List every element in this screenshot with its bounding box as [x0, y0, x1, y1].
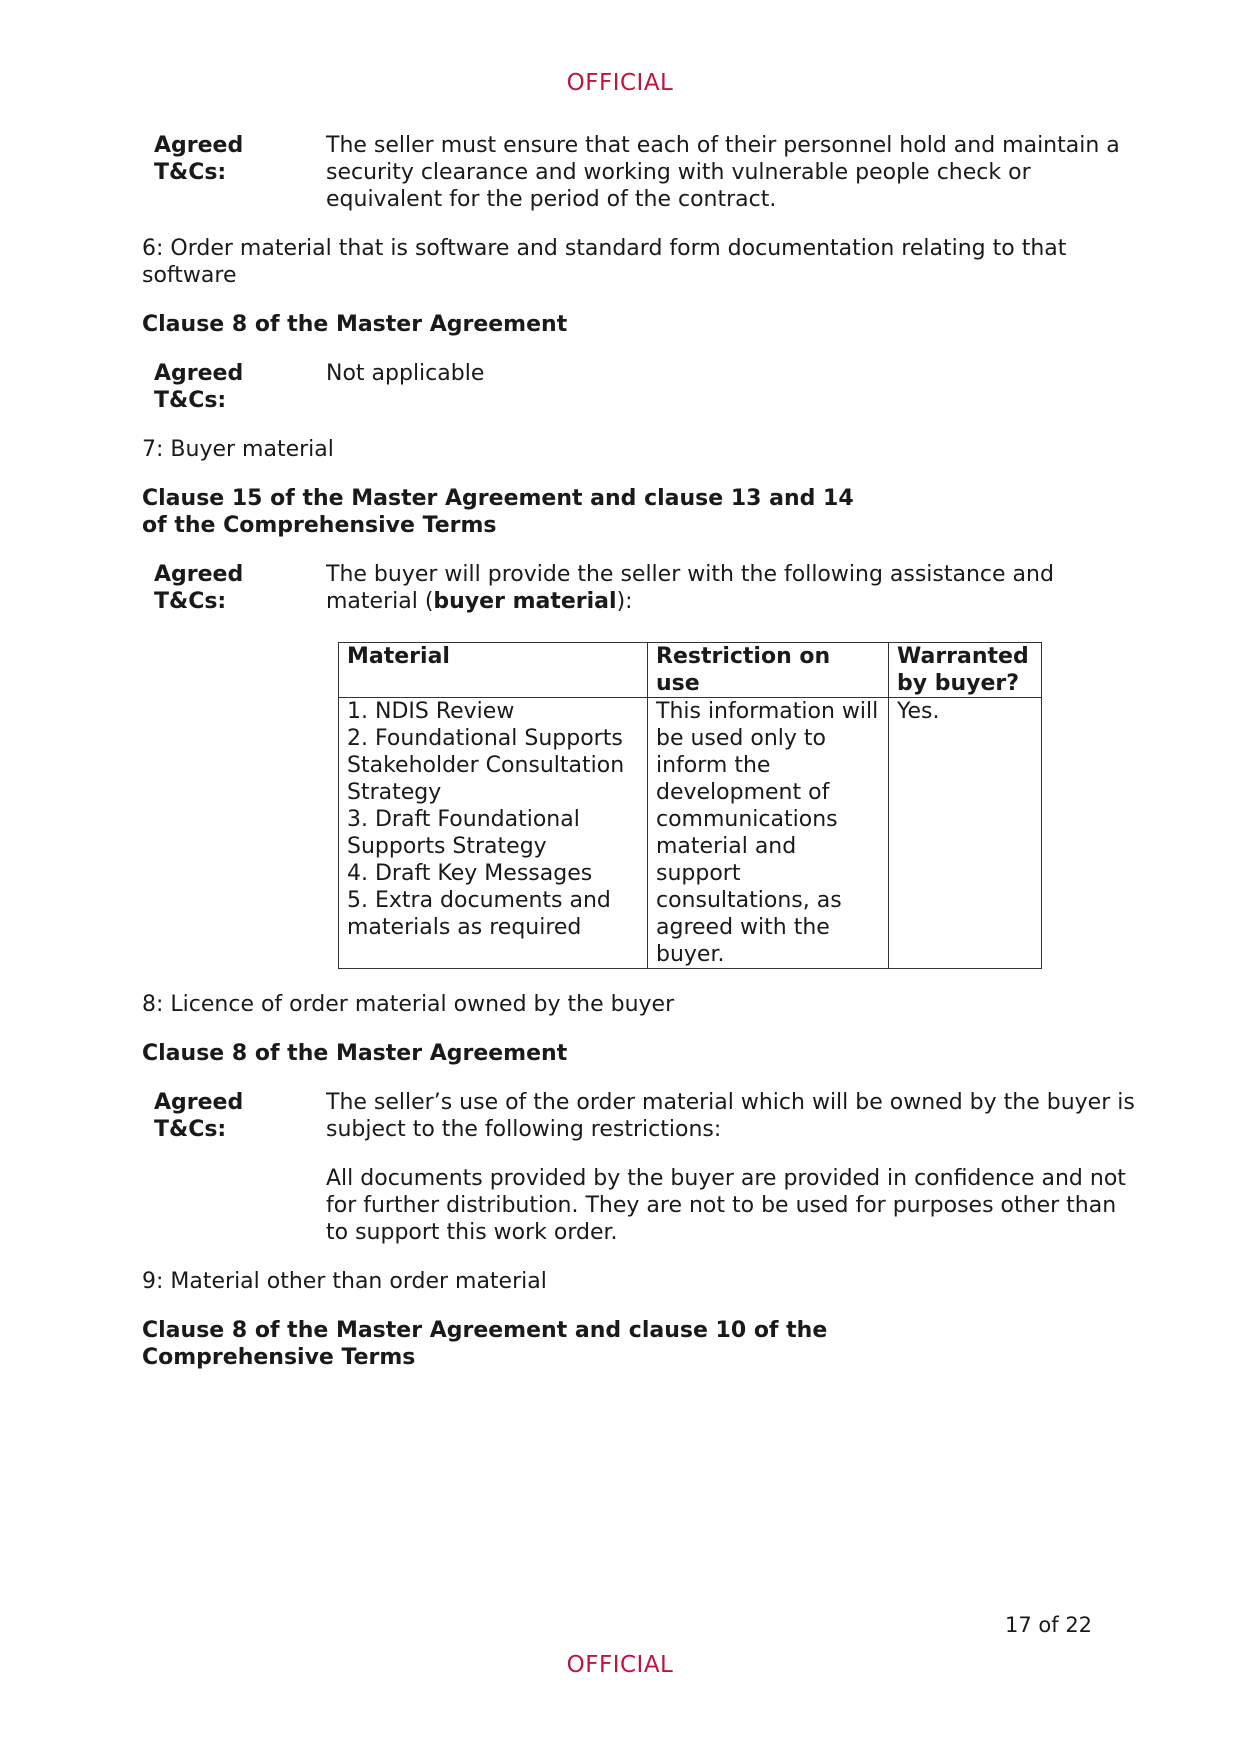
personnel-clearance-text: The seller must ensure that each of their personnel hold and maintain a security clearance and working with vulnerable people check or equivalent for the period of the contract. — [326, 133, 1120, 212]
agreed-label: Agreed T&Cs: — [154, 562, 244, 614]
material-item: 4. Draft Key Messages — [347, 861, 593, 886]
text-part: The buyer will provide the seller with the following assistance and material ( — [326, 562, 1054, 614]
section-8-text-2: All documents provided by the buyer are provided in confidence and not for further distribution. They are not to be used for purposes other than to support this work order. — [326, 1166, 1126, 1245]
section-8-clause: Clause 8 of the Master Agreement — [142, 1041, 568, 1066]
text-part: ): — [616, 589, 633, 614]
agreed-label: Agreed T&Cs: — [154, 133, 244, 185]
section-6-agreed — [142, 360, 1142, 414]
section-8-agreed — [142, 1089, 1142, 1246]
page-content — [142, 132, 1142, 1371]
header-warranted: Warranted by buyer? — [889, 643, 1042, 698]
header-material: Material — [339, 643, 648, 698]
table-header-row — [339, 643, 1042, 698]
table-row — [339, 698, 1042, 969]
section-8-text-1: The seller’s use of the order material which will be owned by the buyer is subject to the following restrictions: — [326, 1090, 1135, 1142]
section-6-clause: Clause 8 of the Master Agreement — [142, 312, 568, 337]
agreed-label: Agreed T&Cs: — [154, 1090, 244, 1142]
security-marking-bottom: OFFICIAL — [566, 1652, 674, 1678]
section-7-clause: Clause 15 of the Master Agreement and clause 13 and 14 of the Comprehensive Terms — [142, 486, 854, 538]
section-7-agreed — [142, 561, 1142, 615]
material-item: 5. Extra documents and materials as required — [347, 888, 611, 940]
material-item: 1. NDIS Review — [347, 699, 515, 724]
header-restriction: Restriction on use — [648, 643, 889, 698]
section-6-heading: 6: Order material that is software and standard form documentation relating to that software — [142, 236, 1067, 288]
material-item: 2. Foundational Supports Stakeholder Consultation Strategy — [347, 726, 625, 805]
section-7-agreed-text — [326, 561, 1142, 615]
material-item: 3. Draft Foundational Supports Strategy — [347, 807, 580, 859]
security-marking-top: OFFICIAL — [566, 70, 674, 96]
buyer-material-table — [338, 642, 1042, 969]
section-6-agreed-text: Not applicable — [326, 361, 485, 386]
page-number: 17 of 22 — [1005, 1613, 1093, 1637]
section-8-heading: 8: Licence of order material owned by the buyer — [142, 992, 675, 1017]
agreed-terms-personnel — [142, 132, 1142, 213]
agreed-label: Agreed T&Cs: — [154, 361, 244, 413]
warranted-cell: Yes. — [889, 698, 1042, 969]
restriction-cell: This information will be used only to inform the development of communications material and support consultations, as agreed with the buyer. — [648, 698, 889, 969]
material-list-cell — [339, 698, 648, 969]
buyer-material-term: buyer material — [433, 589, 617, 614]
section-7-heading: 7: Buyer material — [142, 437, 334, 462]
section-9-heading: 9: Material other than order material — [142, 1269, 547, 1294]
section-8-agreed-text — [326, 1089, 1142, 1246]
section-9-clause: Clause 8 of the Master Agreement and clause 10 of the Comprehensive Terms — [142, 1318, 828, 1370]
